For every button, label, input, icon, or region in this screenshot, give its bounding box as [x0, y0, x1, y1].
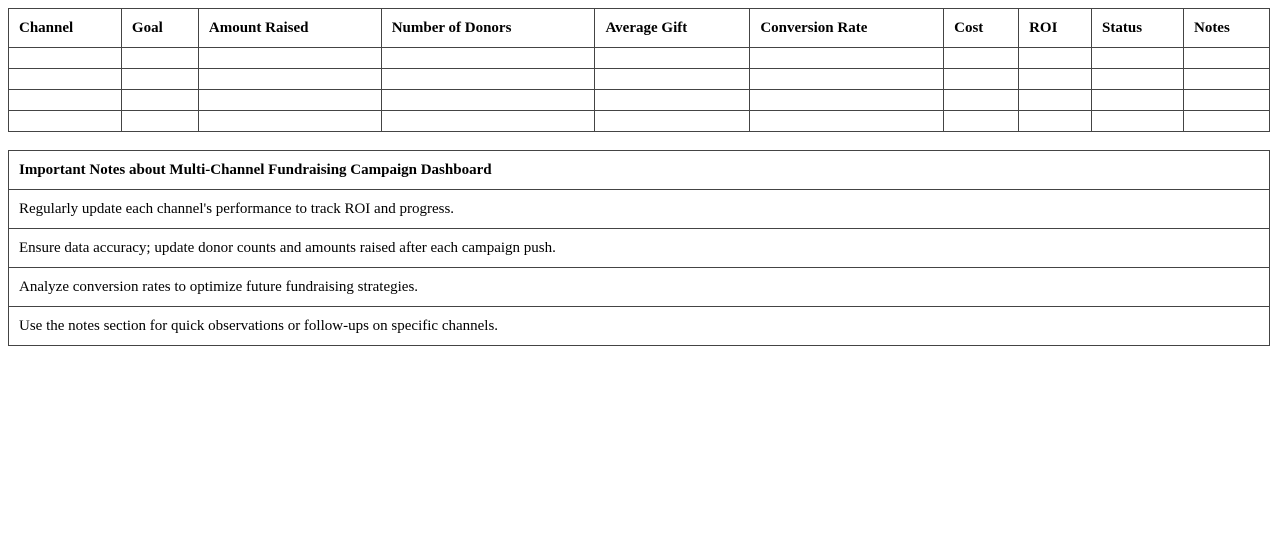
- table-cell[interactable]: [1092, 48, 1184, 69]
- table-cell[interactable]: [121, 90, 198, 111]
- note-text: Regularly update each channel's performance to track ROI and progress.: [9, 190, 1270, 229]
- table-cell[interactable]: [9, 69, 122, 90]
- notes-title: Important Notes about Multi-Channel Fundraising Campaign Dashboard: [9, 151, 1270, 190]
- table-cell[interactable]: [944, 48, 1019, 69]
- header-cost: Cost: [944, 9, 1019, 48]
- table-cell[interactable]: [1019, 69, 1092, 90]
- table-row: [9, 69, 1270, 90]
- table-cell[interactable]: [1183, 90, 1269, 111]
- table-row: [9, 90, 1270, 111]
- table-cell[interactable]: [9, 111, 122, 132]
- table-row: [9, 111, 1270, 132]
- table-cell[interactable]: [381, 90, 595, 111]
- table-cell[interactable]: [944, 69, 1019, 90]
- table-cell[interactable]: [595, 48, 750, 69]
- header-amount-raised: Amount Raised: [198, 9, 381, 48]
- table-cell[interactable]: [1019, 111, 1092, 132]
- table-cell[interactable]: [595, 90, 750, 111]
- note-text: Analyze conversion rates to optimize future fundraising strategies.: [9, 268, 1270, 307]
- notes-table: [8, 150, 1270, 346]
- table-cell[interactable]: [198, 111, 381, 132]
- table-row: [9, 48, 1270, 69]
- header-status: Status: [1092, 9, 1184, 48]
- table-cell[interactable]: [1183, 69, 1269, 90]
- table-cell[interactable]: [1019, 48, 1092, 69]
- list-item: [9, 268, 1270, 307]
- table-cell[interactable]: [381, 111, 595, 132]
- table-cell[interactable]: [595, 69, 750, 90]
- table-cell[interactable]: [1092, 90, 1184, 111]
- table-cell[interactable]: [1092, 69, 1184, 90]
- table-cell[interactable]: [198, 48, 381, 69]
- table-cell[interactable]: [1092, 111, 1184, 132]
- table-cell[interactable]: [121, 48, 198, 69]
- table-cell[interactable]: [9, 90, 122, 111]
- table-cell[interactable]: [944, 111, 1019, 132]
- header-roi: ROI: [1019, 9, 1092, 48]
- list-item: [9, 190, 1270, 229]
- campaign-table: [8, 8, 1270, 132]
- table-cell[interactable]: [750, 69, 944, 90]
- list-item: [9, 307, 1270, 346]
- table-cell[interactable]: [1183, 111, 1269, 132]
- table-cell[interactable]: [750, 48, 944, 69]
- table-cell[interactable]: [1019, 90, 1092, 111]
- header-row: [9, 9, 1270, 48]
- header-goal: Goal: [121, 9, 198, 48]
- table-cell[interactable]: [381, 69, 595, 90]
- header-number-of-donors: Number of Donors: [381, 9, 595, 48]
- note-text: Ensure data accuracy; update donor counts and amounts raised after each campaign push.: [9, 229, 1270, 268]
- table-cell[interactable]: [1183, 48, 1269, 69]
- table-cell[interactable]: [121, 111, 198, 132]
- table-cell[interactable]: [944, 90, 1019, 111]
- table-cell[interactable]: [381, 48, 595, 69]
- table-cell[interactable]: [750, 90, 944, 111]
- note-text: Use the notes section for quick observations or follow-ups on specific channels.: [9, 307, 1270, 346]
- table-cell[interactable]: [9, 48, 122, 69]
- table-cell[interactable]: [750, 111, 944, 132]
- notes-title-row: [9, 151, 1270, 190]
- list-item: [9, 229, 1270, 268]
- header-conversion-rate: Conversion Rate: [750, 9, 944, 48]
- table-cell[interactable]: [121, 69, 198, 90]
- table-cell[interactable]: [198, 69, 381, 90]
- table-cell[interactable]: [595, 111, 750, 132]
- header-channel: Channel: [9, 9, 122, 48]
- header-average-gift: Average Gift: [595, 9, 750, 48]
- table-cell[interactable]: [198, 90, 381, 111]
- header-notes: Notes: [1183, 9, 1269, 48]
